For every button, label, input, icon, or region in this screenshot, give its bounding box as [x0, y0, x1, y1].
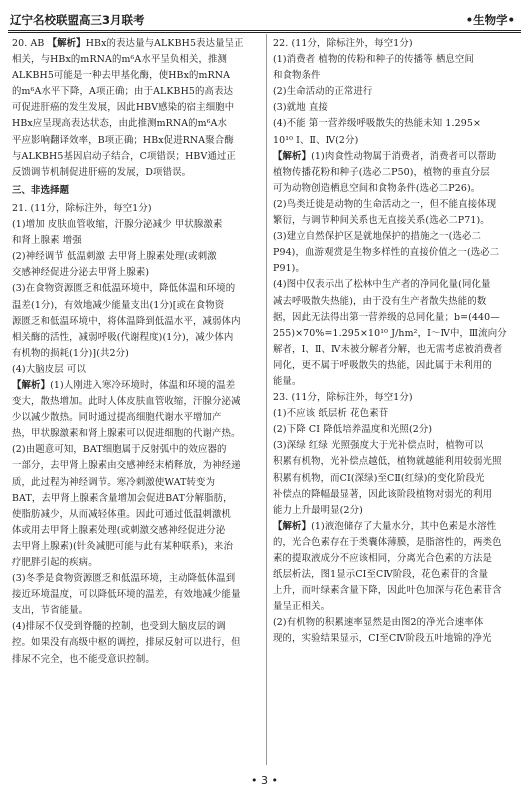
text-line: 22. (11分，除标注外，每空1分): [273, 38, 413, 49]
text-line: 积累有机物，而CⅠ(深绿)至CⅡ(红绿)的变化阶段光: [273, 472, 485, 484]
text-line: HBx应呈现高表达状态，由此推测mRNA的m⁶A水: [12, 118, 228, 130]
header-rule: [8, 30, 521, 31]
text-line: 和食物条件: [273, 70, 321, 82]
text-line: (4)图中仅表示出了松林中生产者的净同化量(同化量: [273, 279, 491, 291]
question-20-answer: [12, 36, 260, 181]
text-line: (4)大脑皮层 可以: [12, 363, 87, 375]
text-line: P94)，血游观赏是生物多样性的直接价值之一(选必二: [273, 247, 500, 259]
text-line: 【解析】(1)液泡储存了大量水分，其中色素是水溶性: [273, 520, 497, 532]
text-line: (2)神经调节 低温刺激 去甲肾上腺素处理(或刺激: [12, 251, 217, 263]
text-line: 能力上升最明显(2分): [273, 504, 363, 516]
text-line: 去甲肾上腺素)(针灸减肥可能与此有某种联系)，来治: [12, 540, 233, 552]
text-line: 与ALKBH5基因启动子结合，C项错误；HBV通过正: [12, 150, 236, 162]
text-line: 源匮乏和低温环境中，将体温降到低温水平，减弱体内: [12, 315, 241, 327]
text-line: 积累有机物，光补偿点越低，植物就越能利用较弱光照: [273, 456, 502, 468]
text-line: 解者，Ⅰ、Ⅱ、Ⅳ未被分解者分解，也无需考虑被消费者: [273, 343, 503, 355]
text-line: BAT，去甲肾上腺素含量增加会促进BAT分解脂肪，: [12, 492, 233, 504]
text-line: 平应影响翻译效率，B项正确；HBx促进RNA聚合酶: [12, 134, 234, 146]
text-line: (3)就地 直接: [273, 102, 328, 114]
text-line: (2)下降 CⅠ 降低培养温度和光照(2分): [273, 424, 433, 436]
text-line: 可促进肝癌的发生发展，因此HBV感染的宿主细胞中: [12, 102, 235, 114]
text-line: (4)不能 第一营养级呼吸散失的热能未知 1.295×: [273, 118, 481, 130]
question-21-answer: [12, 201, 260, 378]
text-line: 量呈正相关。: [273, 601, 331, 613]
text-line: (1)不应该 纸层析 花色素苷: [273, 408, 389, 420]
header-rule-thin: [8, 32, 521, 33]
text-line: 20. AB 【解析】HBx的表达量与ALKBH5表达量呈正: [12, 38, 244, 49]
text-line: 支出，节省能量。: [12, 605, 89, 617]
text-line: 的m⁶A水平下降，A项正确；由于ALKBH5的高表达: [12, 86, 234, 98]
text-line: 补偿点的降幅最显著，因此该阶段植物对弱光的利用: [273, 488, 493, 500]
text-line: 繁衍，与调节种间关系也无直接关系(选必二P71)。: [273, 215, 490, 227]
text-line: 接近环境温度，可以降低环境的温差，有效地减少能量: [12, 589, 241, 601]
text-line: 现的，实验结果显示，CⅠ至CⅣ阶段五叶地锦的净光: [273, 633, 492, 645]
text-line: (3)建立自然保护区是就地保护的措施之一(选必二: [273, 231, 482, 243]
text-line: 反馈调节机制促进肝癌的发展，D项错误。: [12, 166, 192, 178]
text-line: 排尿不完全，也不能受意识控制。: [12, 653, 155, 665]
text-line: (3)深绿 红绿 光照强度大于光补偿点时，植物可以: [273, 440, 484, 452]
text-line: 【解析】(1)肉食性动物属于消费者，消费者可以帮助: [273, 150, 497, 162]
question-23-analysis: [273, 519, 521, 648]
question-22-answer: [273, 36, 521, 149]
text-line: 10¹⁰ Ⅰ、Ⅱ、Ⅳ(2分): [273, 134, 359, 146]
column-divider: [266, 34, 267, 765]
text-line: 【解析】(1)人刚进入寒冷环境时，体温和环境的温差: [12, 379, 236, 391]
text-line: 上升，而叶绿素含量下降，因此叶色加深与花色素苷含: [273, 585, 502, 597]
text-line: 同化，更不属于呼吸散失的热能，因此属于未利用的: [273, 359, 493, 371]
page-number: • 3 •: [251, 774, 278, 787]
text-line: (4)排尿不仅受到脊髓的控制，也受到大脑皮层的调: [12, 621, 226, 633]
text-line: (3)在食物资源匮乏和低温环境中，降低体温和环境的: [12, 283, 236, 295]
text-line: ALKBH5可能是一种去甲基化酶，使HBx的mRNA: [12, 70, 231, 82]
text-line: 有机物的损耗(1分)](共2分): [12, 347, 129, 359]
text-line: 减去呼吸散失热能)，由于没有生产者散失热能的数: [273, 295, 487, 307]
text-line: 控。如果没有高级中枢的调控，排尿反射可以进行，但: [12, 637, 241, 649]
exam-title: 辽宁名校联盟高三3月联考: [10, 13, 145, 27]
text-line: 质，此过程为神经调节。寒冷刺激使WAT转变为: [12, 476, 216, 488]
text-line: (1)增加 皮肤血管收缩，汗腺分泌减少 甲状腺激素: [12, 219, 223, 231]
text-line: 纸层析法，图1显示CⅠ至CⅣ阶段，花色素苷的含量: [273, 569, 489, 581]
question-21-analysis: [12, 378, 260, 668]
text-line: (2)由题意可知，BAT细胞属于反射弧中的效应器的: [12, 444, 227, 456]
page-header: [10, 6, 519, 28]
question-23-answer: [273, 390, 521, 519]
text-line: 相关，与HBx的mRNA的m⁶A水平呈负相关，推测: [12, 54, 228, 66]
text-line: 变大，散热增加。此时人体皮肤血管收缩，汗腺分泌减: [12, 396, 241, 408]
text-line: (2)有机物的积累速率显然是由图2的净光合速率体: [273, 617, 484, 629]
right-column: [273, 36, 521, 648]
text-line: 21. (11分，除标注外，每空1分): [12, 202, 152, 214]
text-line: P91)。: [273, 263, 306, 275]
text-line: 的，光合色素存在于类囊体薄膜，是脂溶性的，两类色: [273, 536, 502, 548]
text-line: 体或用去甲肾上腺素处理(或刺激交感神经促进分泌: [12, 524, 226, 536]
text-line: 能量。: [273, 375, 302, 387]
text-line: 热，甲状腺激素和肾上腺素可以促进细胞的代谢产热。: [12, 428, 241, 440]
text-line: 相关酶的活性，减弱呼吸(代谢程度)(1分)，减少体内: [12, 331, 234, 343]
text-line: (1)消费者 植物的传粉和种子的传播等 栖息空间: [273, 54, 474, 66]
text-line: (2)生命活动的正常进行: [273, 86, 373, 98]
text-line: 少以减少散热。同时通过提高细胞代谢水平增加产: [12, 412, 222, 424]
text-line: 植物传播花粉和种子(选必二P50)，植物的垂直分层: [273, 166, 490, 178]
left-column: [12, 36, 260, 668]
text-line: 可为动物创造栖息空间和食物条件(选必二P26)。: [273, 182, 481, 194]
text-line: 23. (11分，除标注外，每空1分): [273, 392, 413, 404]
subject-label: •生物学•: [465, 13, 515, 27]
text-line: 据，因此无法得出第一营养级的总同化量；b=(440—: [273, 311, 500, 323]
text-line: 使脂肪减少，从而减轻体重。因此可通过低温刺激机: [12, 508, 232, 520]
text-line: (3)冬季是食物资源匮乏和低温环境，主动降低体温到: [12, 573, 236, 585]
text-line: 255)×70%=1.295×10¹⁰ J/hm²，Ⅰ～Ⅳ中，Ⅲ流向分: [273, 327, 507, 339]
question-22-analysis: [273, 149, 521, 390]
text-line: (2)鸟类迁徙是动物的生命活动之一，但不能直接体现: [273, 198, 497, 210]
text-line: 疗肥胖引起的疾病。: [12, 557, 98, 568]
text-line: 交感神经促进分泌去甲肾上腺素): [12, 267, 150, 279]
text-line: 一部分，去甲肾上腺素由交感神经末梢释放，为神经递: [12, 460, 241, 472]
section-heading: 三、非选择题: [12, 184, 70, 196]
text-line: 温差(1分)，有效地减少能量支出(1分)[或在食物资: [12, 299, 225, 311]
text-line: 和肾上腺素 增强: [12, 235, 82, 247]
text-line: 素的提取液成分不应该相同，分离光合色素的方法是: [273, 553, 493, 564]
